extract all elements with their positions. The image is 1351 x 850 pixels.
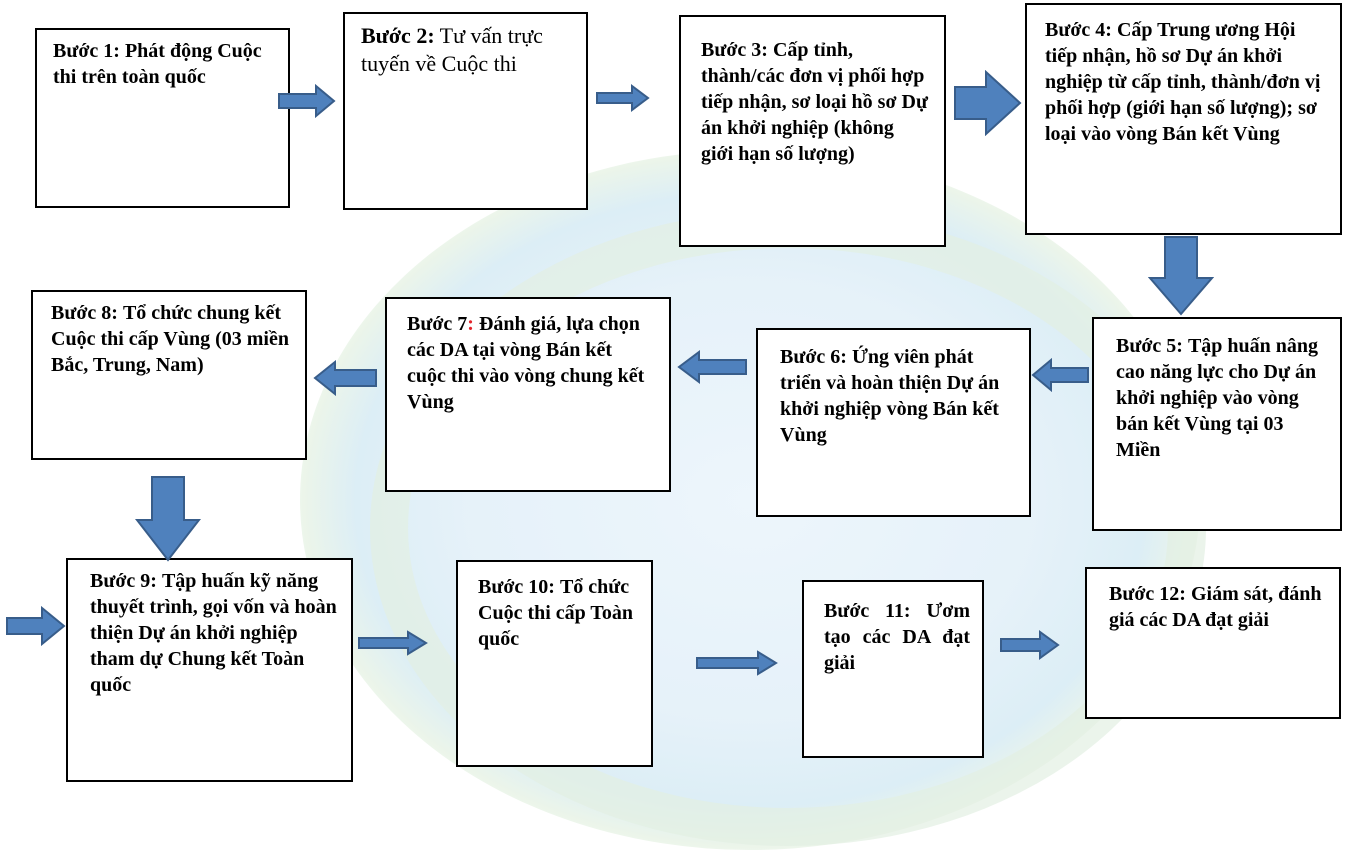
step-6-text: Ứng viên phát triển và hoàn thiện Dự án khởi nghiệp vòng Bán kết Vùng xyxy=(780,346,1000,446)
step-5-head: Bước 5: xyxy=(1116,335,1183,357)
arrow-right-icon xyxy=(696,650,778,676)
step-9-text: Tập huấn kỹ năng thuyết trình, gọi vốn và hoàn thiện Dự án khởi nghiệp tham dự Chung kết Toàn quốc xyxy=(90,570,337,696)
step-11-text: Ươm tạo các DA đạt giải xyxy=(824,600,970,674)
arrow-down-icon xyxy=(135,476,201,562)
step-10-text: Tổ chức Cuộc thi cấp Toàn quốc xyxy=(478,576,634,650)
step-7-head: Bước 7 xyxy=(407,313,468,335)
step-12-box xyxy=(1085,567,1341,719)
step-8-head: Bước 8: xyxy=(51,302,118,324)
step-7-box xyxy=(385,297,671,492)
step-9-box xyxy=(66,558,353,782)
arrow-left-icon xyxy=(677,350,747,384)
arrow-right-icon xyxy=(954,70,1022,136)
step-4-box xyxy=(1025,3,1342,235)
step-4-head: Bước 4: xyxy=(1045,19,1112,41)
step-9-head: Bước 9: xyxy=(90,570,157,592)
arrow-right-icon xyxy=(1000,630,1060,660)
step-4-text: Cấp Trung ương Hội tiếp nhận, hồ sơ Dự án khởi nghiệp từ cấp tỉnh, thành/đơn vị phối hợp (giới hạn số lượng); sơ loại vào vòng Bán kết Vùng xyxy=(1045,19,1321,145)
step-12-head: Bước 12: xyxy=(1109,583,1186,605)
step-6-head: Bước 6: xyxy=(780,346,847,368)
step-3-text: Cấp tỉnh, thành/các đơn vị phối hợp tiếp nhận, sơ loại hồ sơ Dự án khởi nghiệp (không giới hạn số lượng) xyxy=(701,39,928,165)
step-8-box xyxy=(31,290,307,460)
step-3-head: Bước 3: xyxy=(701,39,768,61)
arrow-right-icon xyxy=(6,606,66,646)
step-7-colon: : xyxy=(467,313,474,335)
step-5-box xyxy=(1092,317,1342,531)
step-1-box xyxy=(35,28,290,208)
step-5-text: Tập huấn nâng cao năng lực cho Dự án khởi nghiệp vào vòng bán kết Vùng tại 03 Miền xyxy=(1116,335,1319,461)
step-1-head: Bước 1: xyxy=(53,40,120,62)
arrow-left-icon xyxy=(1031,358,1089,392)
arrow-left-icon xyxy=(313,360,377,396)
step-7-text: Đánh giá, lựa chọn các DA tại vòng Bán kết cuộc thi vào vòng chung kết Vùng xyxy=(407,313,645,413)
step-1-text: Phát động Cuộc thi trên toàn quốc xyxy=(53,40,262,88)
arrow-right-icon xyxy=(358,630,428,656)
step-10-head: Bước 10: xyxy=(478,576,555,598)
step-12-text: Giám sát, đánh giá các DA đạt giải xyxy=(1109,583,1322,631)
arrow-down-icon xyxy=(1148,236,1214,316)
step-6-box xyxy=(756,328,1031,517)
arrow-right-icon xyxy=(278,84,336,118)
step-11-head: Bước 11: xyxy=(824,600,911,622)
step-10-box xyxy=(456,560,653,767)
step-2-box xyxy=(343,12,588,210)
step-2-head: Bước 2: xyxy=(361,23,435,48)
step-8-text: Tổ chức chung kết Cuộc thi cấp Vùng (03 miền Bắc, Trung, Nam) xyxy=(51,302,289,376)
step-11-box xyxy=(802,580,984,758)
step-3-box xyxy=(679,15,946,247)
step-2-text: Tư vấn trực tuyến về Cuộc thi xyxy=(361,23,543,76)
arrow-right-icon xyxy=(596,84,650,112)
